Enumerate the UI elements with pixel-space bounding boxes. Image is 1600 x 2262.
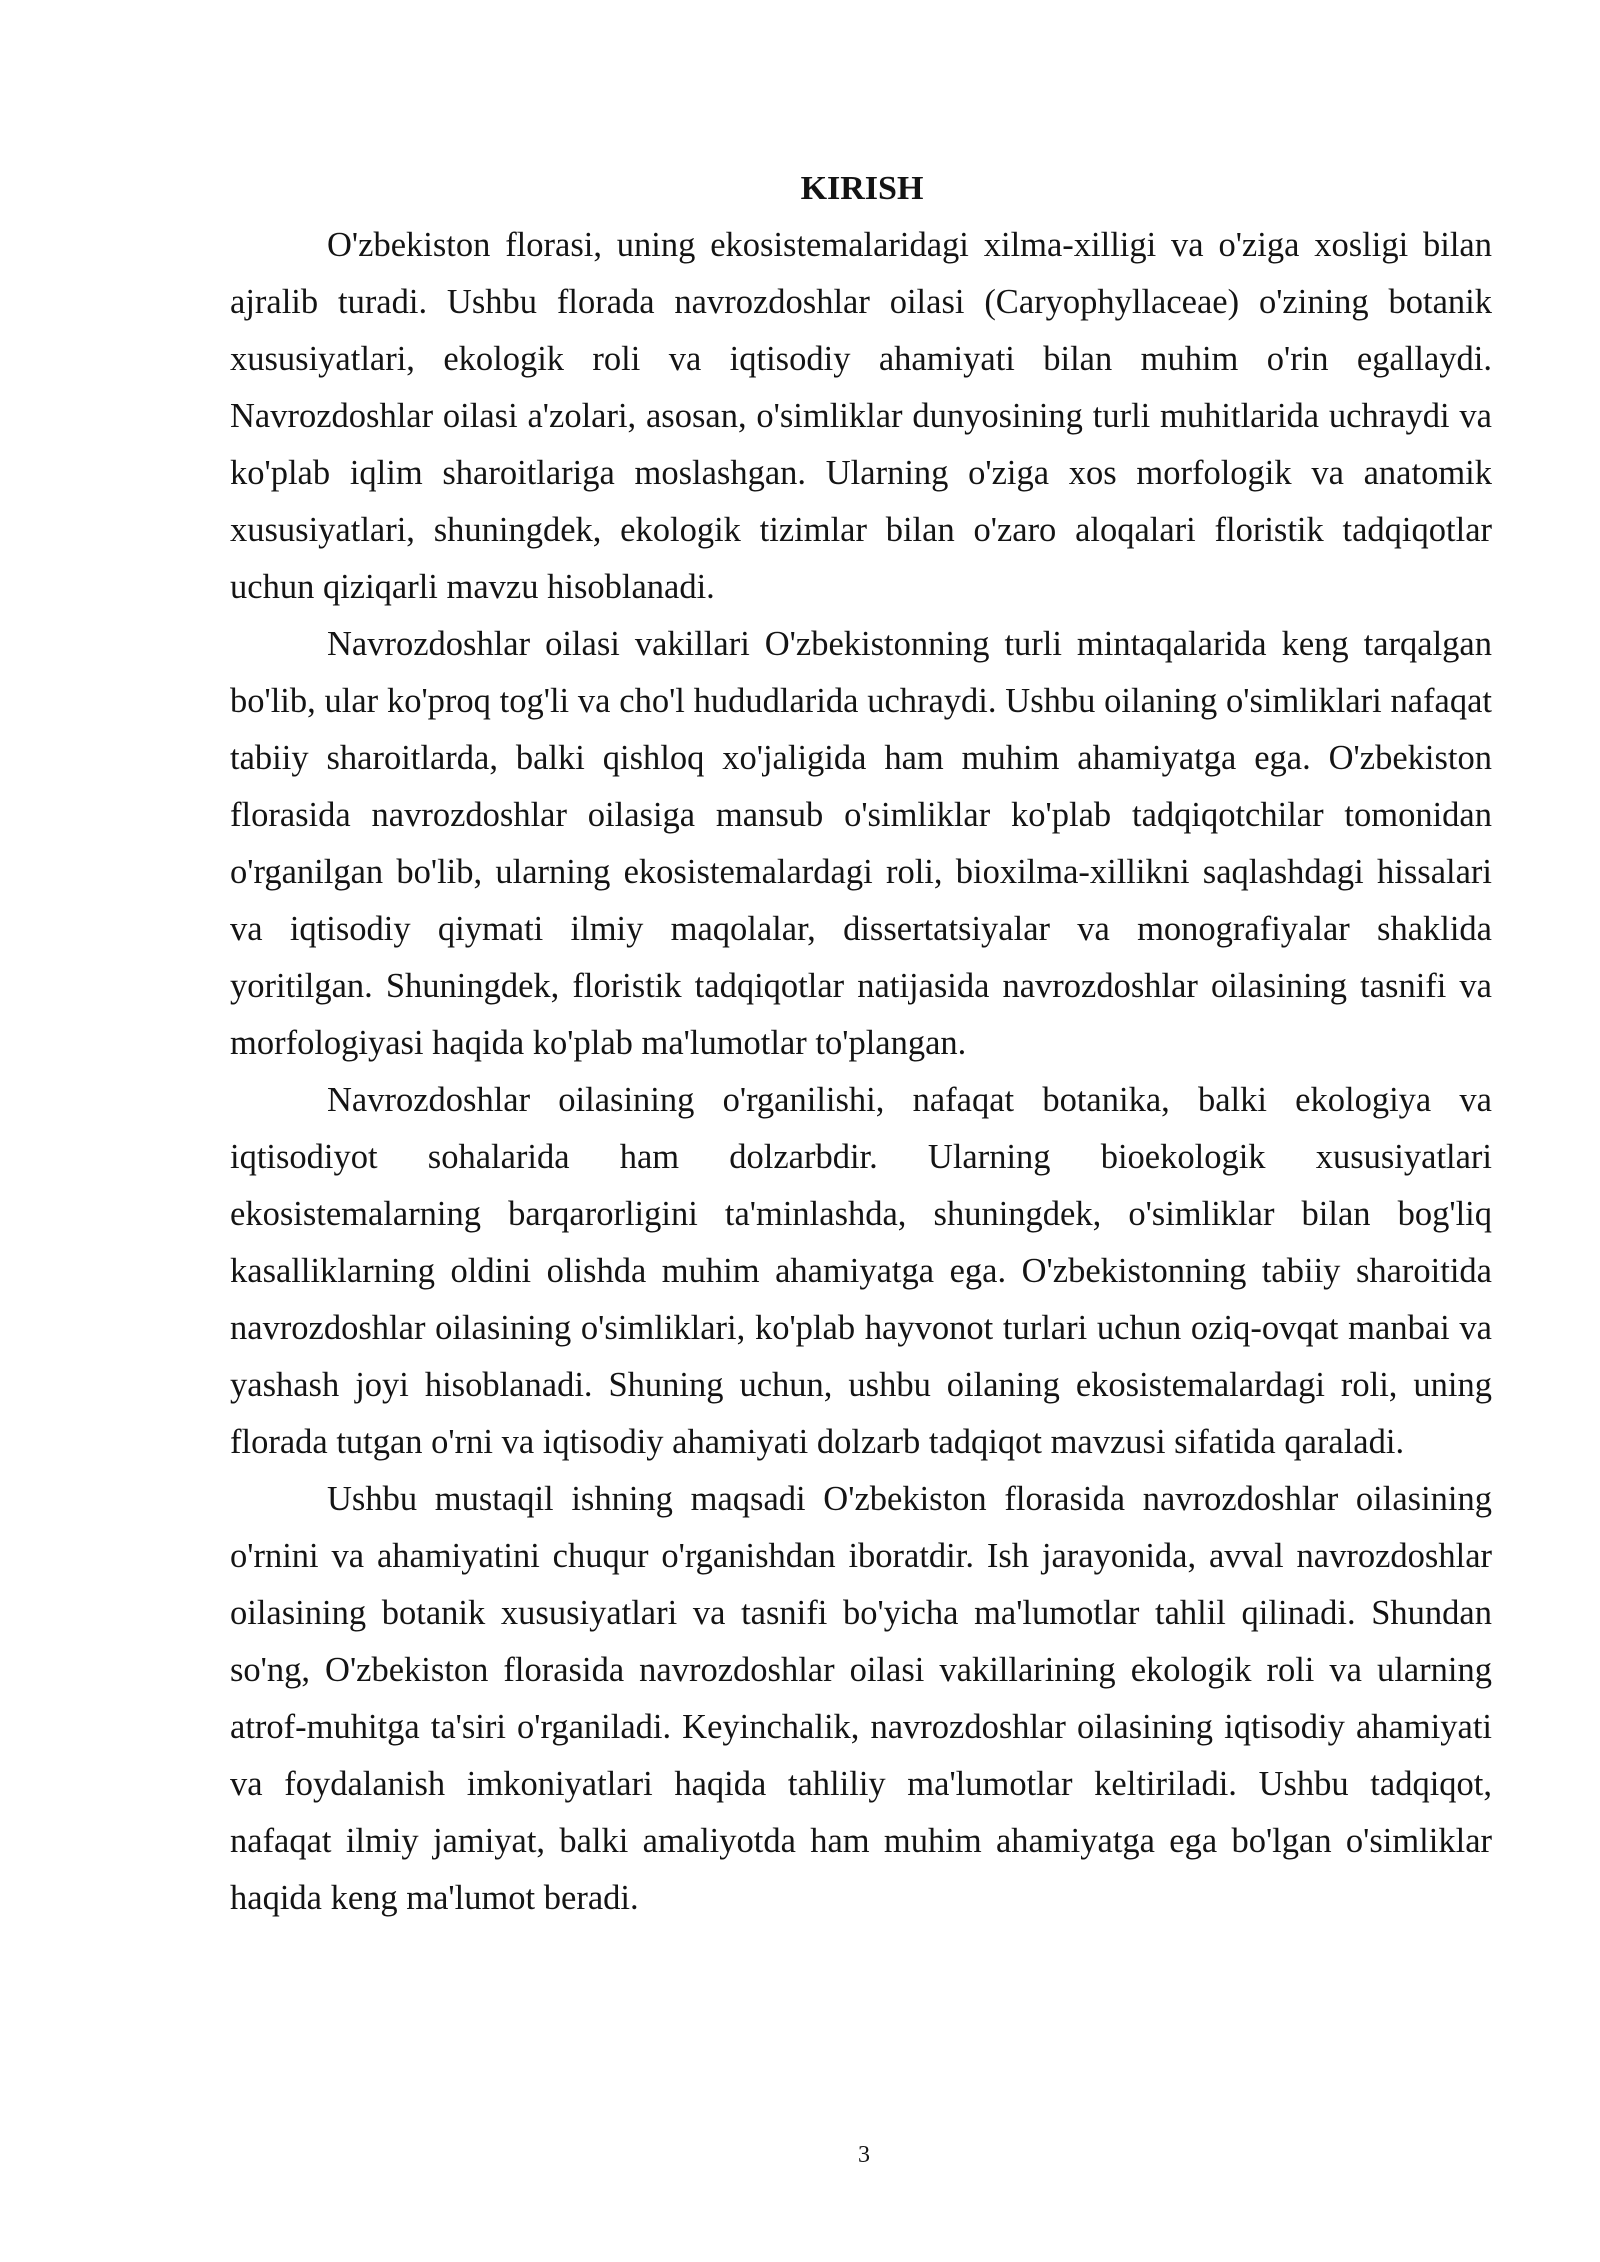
paragraph-3: Navrozdoshlar oilasining o'rganilishi, nafaqat botanika, balki ekologiya va iqtisodiyot sohalarida ham dolzarbdir. Ularning bioekologik xususiyatlari ekosistemalarning barqarorligini ta'minlashda, shuningdek, o'simliklar bilan bog'liq kasalliklarning oldini olishda muhim ahamiyatga ega. O'zbekistonning tabiiy sharoitida navrozdoshlar oilasining o'simliklari, ko'plab hayvonot turlari uchun oziq-ovqat manbai va yashash joyi hisoblanadi. Shuning uchun, ushbu oilaning ekosistemalardagi roli, uning florada tutgan o'rni va iqtisodiy ahamiyati dolzarb tadqiqot mavzusi sifatida qaraladi.: [230, 1081, 1492, 1461]
paragraph-4: Ushbu mustaqil ishning maqsadi O'zbekiston florasida navrozdoshlar oilasining o'rnini va ahamiyatini chuqur o'rganishdan iboratdir. Ish jarayonida, avval navrozdoshlar oilasining botanik xususiyatlari va tasnifi bo'yicha ma'lumotlar tahlil qilinadi. Shundan so'ng, O'zbekiston florasida navrozdoshlar oilasi vakillarining ekologik roli va ularning atrof-muhitga ta'siri o'rganiladi. Keyinchalik, navrozdoshlar oilasining iqtisodiy ahamiyati va foydalanish imkoniyatlari haqida tahliliy ma'lumotlar keltiriladi. Ushbu tadqiqot, nafaqat ilmiy jamiyat, balki amaliyotda ham muhim ahamiyatga ega bo'lgan o'simliklar haqida keng ma'lumot beradi.: [230, 1480, 1492, 1917]
paragraph-1: O'zbekiston florasi, uning ekosistemalaridagi xilma-xilligi va o'ziga xosligi bilan ajralib turadi. Ushbu florada navrozdoshlar oilasi (Caryophyllaceae) o'zining botanik xususiyatlari, ekologik roli va iqtisodiy ahamiyati bilan muhim o'rin egallaydi. Navrozdoshlar oilasi a'zolari, asosan, o'simliklar dunyosining turli muhitlarida uchraydi va ko'plab iqlim sharoitlariga moslashgan. Ularning o'ziga xos morfologik va anatomik xususiyatlari, shuningdek, ekologik tizimlar bilan o'zaro aloqalari floristik tadqiqotlar uchun qiziqarli mavzu hisoblanadi.: [230, 226, 1492, 606]
document-page: [230, 160, 1492, 1927]
page-number: 3: [858, 2142, 870, 2168]
paragraph-2: Navrozdoshlar oilasi vakillari O'zbekistonning turli mintaqalarida keng tarqalgan bo'lib, ular ko'proq tog'li va cho'l hududlarida uchraydi. Ushbu oilaning o'simliklari nafaqat tabiiy sharoitlarda, balki qishloq xo'jaligida ham muhim ahamiyatga ega. O'zbekiston florasida navrozdoshlar oilasiga mansub o'simliklar ko'plab tadqiqotchilar tomonidan o'rganilgan bo'lib, ularning ekosistemalardagi roli, bioxilma-xillikni saqlashdagi hissalari va iqtisodiy qiymati ilmiy maqolalar, dissertatsiyalar va monografiyalar shaklida yoritilgan. Shuningdek, floristik tadqiqotlar natijasida navrozdoshlar oilasining tasnifi va morfologiyasi haqida ko'plab ma'lumotlar to'plangan.: [230, 625, 1492, 1062]
section-title: KIRISH: [800, 170, 924, 207]
